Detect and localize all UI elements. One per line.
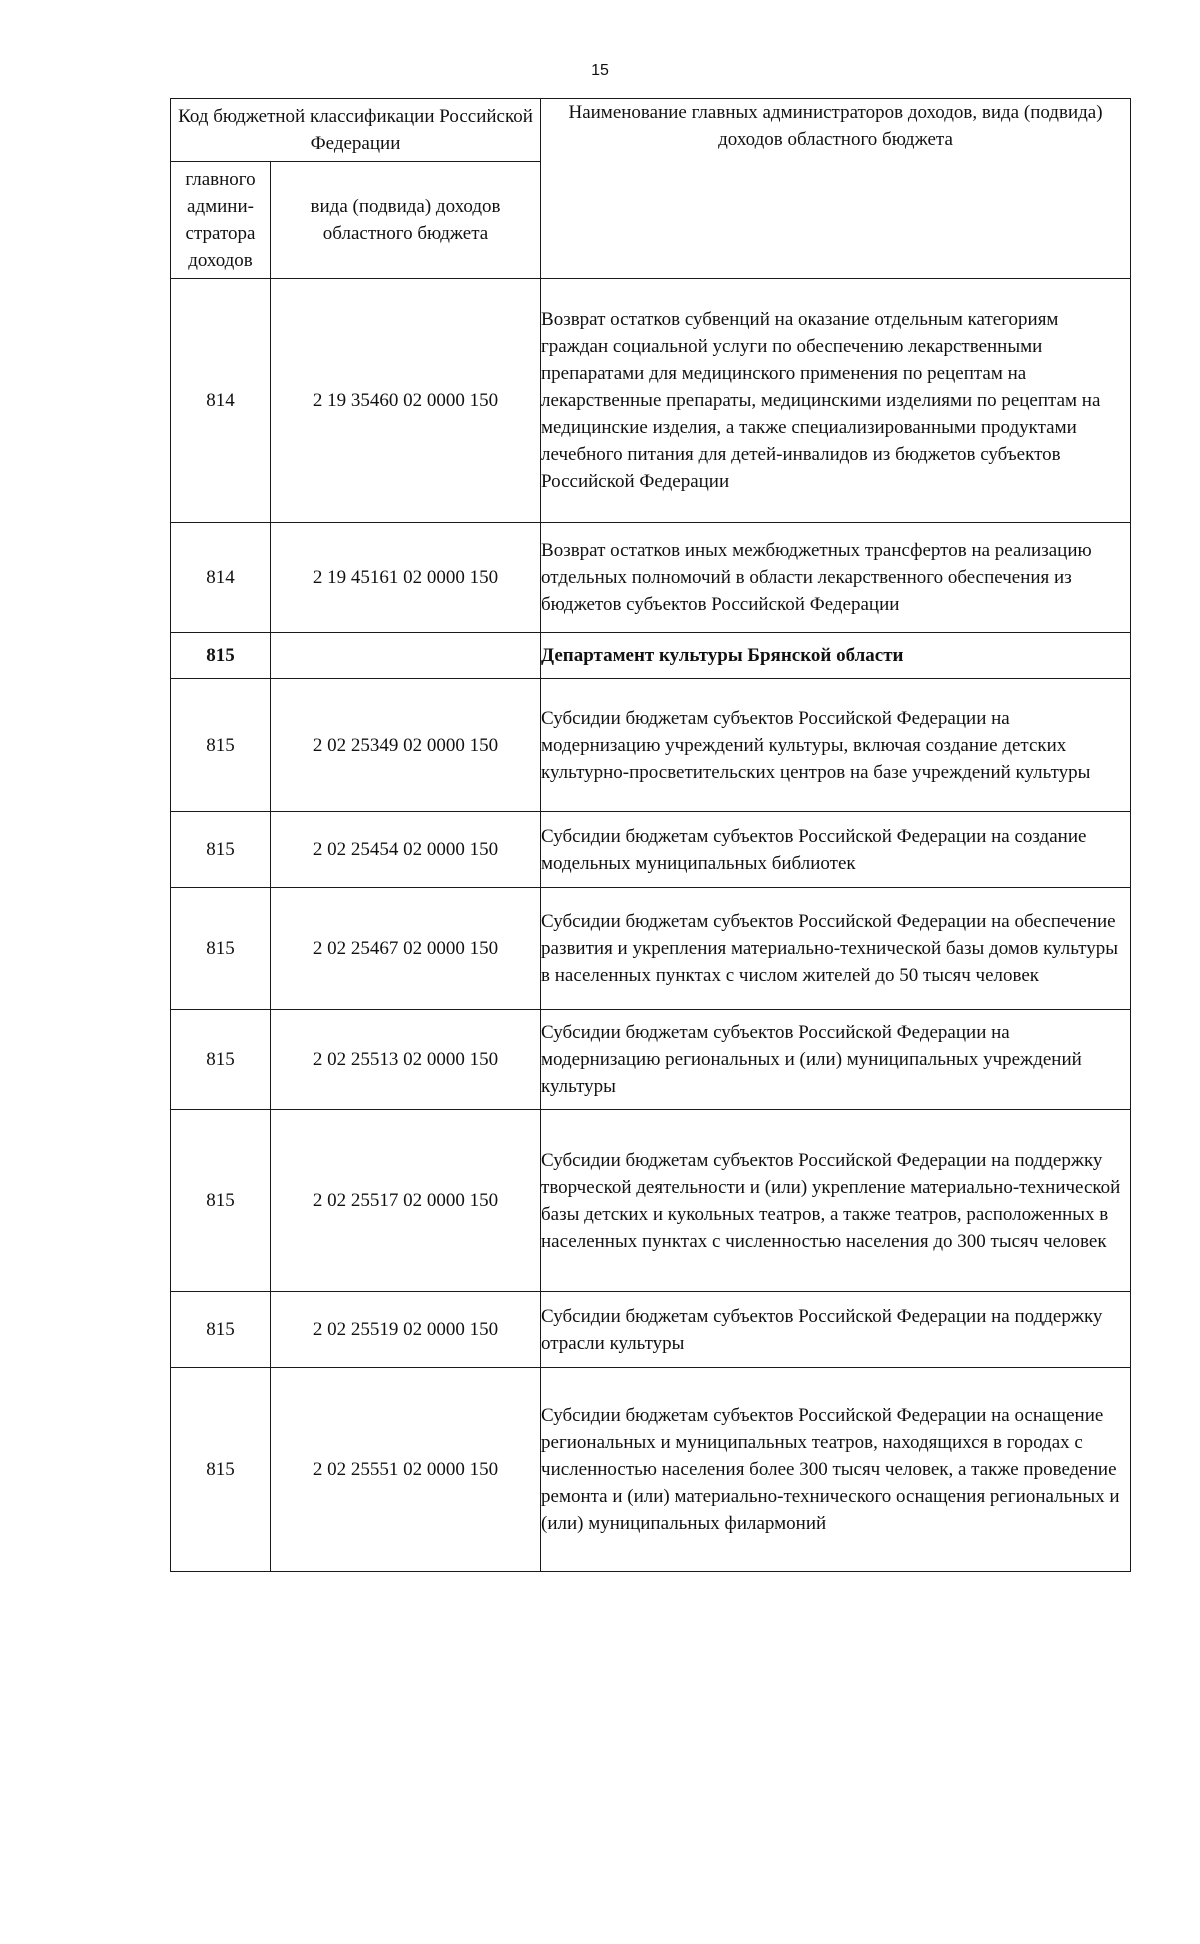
- income-name-cell: Субсидии бюджетам субъектов Российской Федерации на создание модельных муниципальных библиотек: [541, 812, 1131, 888]
- department-row: [171, 633, 1131, 679]
- income-code-cell: 2 02 25349 02 0000 150: [271, 679, 541, 812]
- department-name-cell: Департамент культуры Брянской области: [541, 633, 1131, 679]
- income-code-cell: 2 19 45161 02 0000 150: [271, 523, 541, 633]
- header-budget-code-group: Код бюджетной классификации Российской Федерации: [171, 99, 541, 162]
- admin-code-cell: 815: [171, 1368, 271, 1572]
- income-name-cell: Субсидии бюджетам субъектов Российской Федерации на оснащение региональных и муниципальных театров, находящихся в городах с численностью населения более 300 тысяч человек, а также проведение ремонта и (или) материально-технического оснащения региональных и (или) муниципальных филармоний: [541, 1368, 1131, 1572]
- admin-code-cell: 814: [171, 523, 271, 633]
- table-row: [171, 812, 1131, 888]
- table-row: [171, 1110, 1131, 1292]
- budget-classification-table: [170, 98, 1131, 1572]
- income-name-cell: Субсидии бюджетам субъектов Российской Федерации на модернизацию учреждений культуры, включая создание детских культурно-просветительских центров на базе учреждений культуры: [541, 679, 1131, 812]
- table-row: [171, 523, 1131, 633]
- admin-code-cell: 815: [171, 812, 271, 888]
- admin-code-cell: 815: [171, 633, 271, 679]
- income-code-cell: 2 19 35460 02 0000 150: [271, 279, 541, 523]
- table-row: [171, 1292, 1131, 1368]
- income-code-cell: 2 02 25551 02 0000 150: [271, 1368, 541, 1572]
- page-number: 15: [591, 62, 609, 79]
- income-name-cell: Субсидии бюджетам субъектов Российской Федерации на модернизацию региональных и (или) муниципальных учреждений культуры: [541, 1010, 1131, 1110]
- table-body: [171, 279, 1131, 1572]
- table-row: [171, 1010, 1131, 1110]
- admin-code-cell: 815: [171, 888, 271, 1010]
- table-header: [171, 99, 1131, 279]
- table-row: [171, 888, 1131, 1010]
- admin-code-cell: 815: [171, 1110, 271, 1292]
- income-name-cell: Возврат остатков иных межбюджетных трансфертов на реализацию отдельных полномочий в области лекарственного обеспечения из бюджетов субъектов Российской Федерации: [541, 523, 1131, 633]
- income-name-cell: Субсидии бюджетам субъектов Российской Федерации на поддержку творческой деятельности и (или) укрепление материально-технической базы детских и кукольных театров, а также театров, расположенных в населенных пунктах с численностью населения до 300 тысяч человек: [541, 1110, 1131, 1292]
- income-name-cell: Субсидии бюджетам субъектов Российской Федерации на поддержку отрасли культуры: [541, 1292, 1131, 1368]
- header-name: Наименование главных администраторов доходов, вида (подвида) доходов областного бюджета: [541, 99, 1131, 279]
- header-income-code: вида (подвида) доходов областного бюджета: [271, 162, 541, 279]
- income-name-cell: Субсидии бюджетам субъектов Российской Федерации на обеспечение развития и укрепления материально-технической базы домов культуры в населенных пунктах с числом жителей до 50 тысяч человек: [541, 888, 1131, 1010]
- admin-code-cell: 814: [171, 279, 271, 523]
- admin-code-cell: 815: [171, 679, 271, 812]
- header-admin-code: главного админи-стратора доходов: [171, 162, 271, 279]
- income-code-cell: 2 02 25517 02 0000 150: [271, 1110, 541, 1292]
- income-name-cell: Возврат остатков субвенций на оказание отдельным категориям граждан социальной услуги по обеспечению лекарственными препаратами для медицинского применения по рецептам на лекарственные препараты, медицинскими изделиями по рецептам на медицинские изделия, а также специализированными продуктами лечебного питания для детей-инвалидов из бюджетов субъектов Российской Федерации: [541, 279, 1131, 523]
- income-code-cell: 2 02 25519 02 0000 150: [271, 1292, 541, 1368]
- table-row: [171, 1368, 1131, 1572]
- income-code-cell: 2 02 25454 02 0000 150: [271, 812, 541, 888]
- income-code-cell: 2 02 25467 02 0000 150: [271, 888, 541, 1010]
- income-code-cell: 2 02 25513 02 0000 150: [271, 1010, 541, 1110]
- table-row: [171, 279, 1131, 523]
- income-code-cell: [271, 633, 541, 679]
- admin-code-cell: 815: [171, 1292, 271, 1368]
- admin-code-cell: 815: [171, 1010, 271, 1110]
- table-row: [171, 679, 1131, 812]
